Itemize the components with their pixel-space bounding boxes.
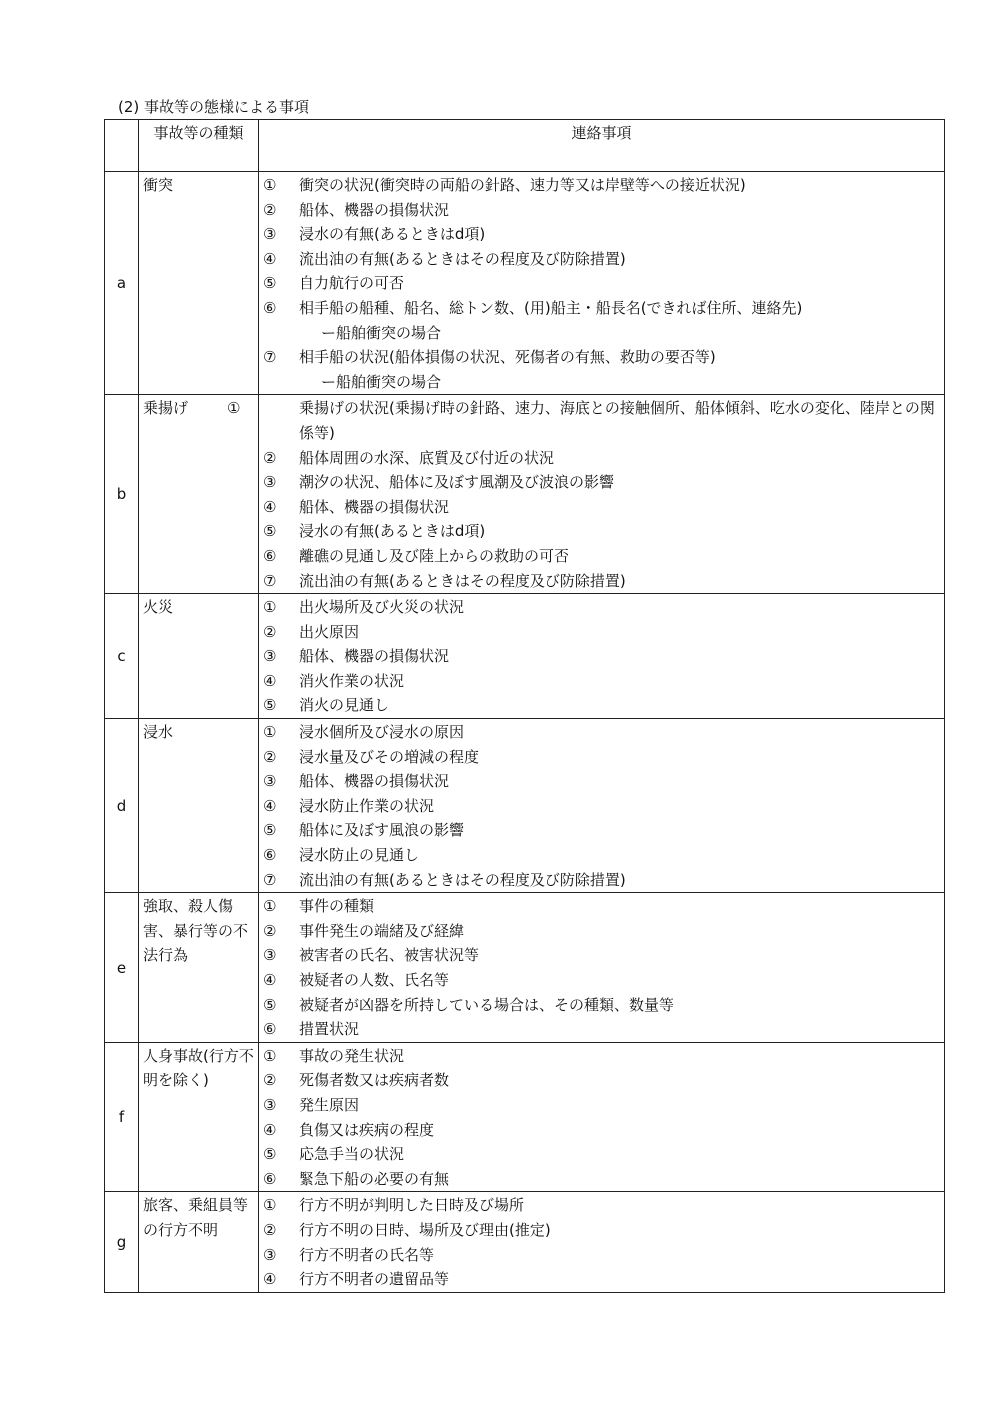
report-item [263, 470, 940, 495]
row-letter: c [105, 594, 139, 719]
item-text: 出火場所及び火災の状況 [299, 598, 465, 617]
item-text: 緊急下船の必要の有無 [299, 1169, 450, 1188]
report-items-cell [227, 395, 945, 594]
item-number: ② [263, 448, 277, 467]
item-number: ③ [263, 225, 277, 244]
table-header-row [105, 120, 945, 172]
item-text: 行方不明者の氏名等 [299, 1245, 435, 1264]
item-number: ② [263, 921, 277, 940]
header-type-cell: 事故等の種類 [139, 120, 259, 172]
item-number: ③ [263, 946, 277, 965]
item-text: 潮汐の状況、船体に及ぼす風潮及び波浪の影響 [299, 473, 615, 492]
report-item [263, 271, 940, 296]
row-letter: a [105, 172, 139, 395]
item-text: 行方不明者の遺留品等 [299, 1270, 450, 1289]
item-text: 応急手当の状況 [299, 1145, 405, 1164]
item-number: ② [263, 1071, 277, 1090]
report-item [263, 446, 940, 471]
report-item [263, 296, 940, 321]
report-item [263, 669, 940, 694]
item-text: 流出油の有無(あるときはその程度及び防除措置) [299, 571, 626, 590]
table-row [105, 172, 945, 395]
report-item [263, 569, 940, 594]
report-item [263, 843, 940, 868]
report-item [263, 720, 940, 745]
report-item [263, 644, 940, 669]
report-item [263, 1267, 940, 1292]
table-row [105, 1192, 945, 1292]
incident-type: 人身事故(行方不明を除く) [139, 1042, 259, 1192]
item-text: 行方不明の日時、場所及び理由(推定) [299, 1220, 551, 1239]
report-item [263, 247, 940, 272]
item-text: 浸水個所及び浸水の原因 [299, 723, 465, 742]
report-item [263, 345, 940, 370]
row-letter: d [105, 719, 139, 893]
report-items-cell [259, 893, 945, 1043]
incident-report-table [104, 119, 945, 1293]
item-note: ー船舶衝突の場合 [321, 323, 442, 342]
item-number: ⑤ [263, 1145, 277, 1164]
report-item [263, 993, 940, 1018]
item-number: ② [263, 747, 277, 766]
item-text: 離礁の見通し及び陸上からの救助の可否 [299, 546, 570, 565]
report-item [263, 794, 940, 819]
item-text: 船体、機器の損傷状況 [299, 200, 450, 219]
report-items-cell [259, 719, 945, 893]
item-text: 浸水の有無(あるときはd項) [299, 225, 486, 244]
report-item [263, 1167, 940, 1192]
item-text: 流出油の有無(あるときはその程度及び防除措置) [299, 870, 626, 889]
item-text: 乗揚げの状況(乗揚げ時の針路、速力、海底との接触個所、船体傾斜、吃水の変化、陸岸との関係等) [299, 399, 935, 442]
item-number: ① [263, 723, 277, 742]
item-text: 流出油の有無(あるときはその程度及び防除措置) [299, 249, 626, 268]
item-text: 船体、機器の損傷状況 [299, 772, 450, 791]
item-number: ④ [263, 1120, 277, 1139]
item-text: 船体に及ぼす風浪の影響 [299, 821, 465, 840]
item-number: ② [263, 1220, 277, 1239]
item-text: 事件の種類 [299, 897, 375, 916]
report-item [263, 620, 940, 645]
report-items-cell [259, 172, 945, 395]
header-items-cell: 連絡事項 [259, 120, 945, 172]
item-text: 措置状況 [299, 1020, 360, 1039]
report-items-cell [259, 594, 945, 719]
item-text: 被疑者の人数、氏名等 [299, 971, 450, 989]
item-number: ⑥ [263, 846, 277, 865]
item-number: ⑥ [263, 1169, 277, 1188]
incident-type: 旅客、乗組員等の行方不明 [139, 1192, 259, 1292]
report-item [263, 868, 940, 893]
report-item [263, 1118, 940, 1143]
item-number: ⑦ [263, 571, 277, 590]
incident-type: 火災 [139, 594, 259, 719]
report-item [263, 818, 940, 843]
report-item [263, 1193, 940, 1218]
item-number: ① [227, 399, 241, 418]
item-text: 消火作業の状況 [299, 671, 405, 690]
row-letter: b [105, 395, 139, 594]
incident-type: 浸水 [139, 719, 259, 893]
item-text: 事故の発生状況 [299, 1046, 405, 1065]
item-number: ⑤ [263, 522, 277, 541]
item-number: ③ [263, 473, 277, 492]
item-number: ② [263, 200, 277, 219]
item-text: 浸水防止の見通し [299, 846, 420, 865]
item-number: ① [263, 1046, 277, 1065]
item-number: ④ [263, 796, 277, 815]
table-row [105, 893, 945, 1043]
report-item [263, 919, 940, 944]
item-number: ③ [263, 1245, 277, 1264]
report-item [263, 745, 940, 770]
item-text: 被害者の氏名、被害状況等 [299, 946, 480, 965]
table-row [105, 395, 945, 594]
item-number: ⑥ [263, 298, 277, 317]
item-text: 相手船の状況(船体損傷の状況、死傷者の有無、救助の要否等) [299, 348, 716, 367]
row-letter: f [105, 1042, 139, 1192]
item-number: ③ [263, 647, 277, 666]
incident-type: 衝突 [139, 172, 259, 395]
section-title: (2) 事故等の態様による事項 [118, 98, 310, 116]
item-text: 浸水防止作業の状況 [299, 796, 435, 815]
item-number: ⑤ [263, 821, 277, 840]
report-item [263, 222, 940, 247]
item-number: ⑤ [263, 274, 277, 293]
item-number: ① [263, 1196, 277, 1215]
report-item [263, 519, 940, 544]
item-text: 浸水量及びその増減の程度 [299, 747, 480, 766]
row-letter: e [105, 893, 139, 1043]
report-items-cell [259, 1042, 945, 1192]
item-number: ② [263, 622, 277, 641]
report-item [227, 396, 940, 445]
table-row [105, 594, 945, 719]
incident-type: 乗揚げ [139, 395, 259, 594]
item-text: 行方不明が判明した日時及び場所 [299, 1196, 525, 1215]
item-text: 船体、機器の損傷状況 [299, 647, 450, 666]
item-number: ④ [263, 1270, 277, 1289]
report-item [263, 1017, 940, 1042]
item-number: ⑦ [263, 870, 277, 889]
item-number: ① [263, 598, 277, 617]
item-number: ① [263, 176, 277, 194]
item-number: ⑤ [263, 995, 277, 1014]
item-text: 自力航行の可否 [299, 274, 405, 293]
report-item [263, 1093, 940, 1118]
item-text: 負傷又は疾病の程度 [299, 1120, 435, 1139]
report-items-cell [259, 1192, 945, 1292]
item-text: 船体、機器の損傷状況 [299, 497, 450, 516]
report-item [263, 173, 940, 198]
report-item [263, 943, 940, 968]
item-number: ④ [263, 497, 277, 516]
report-item [263, 495, 940, 520]
incident-type: 強取、殺人傷害、暴行等の不法行為 [139, 893, 259, 1043]
item-text: 死傷者数又は疾病者数 [299, 1071, 450, 1090]
item-number: ④ [263, 971, 277, 989]
report-item [263, 1218, 940, 1243]
report-item [263, 769, 940, 794]
item-text: 事件発生の端緒及び経緯 [299, 921, 465, 940]
item-text: 船体周囲の水深、底質及び付近の状況 [299, 448, 555, 467]
report-item [263, 1243, 940, 1268]
item-text: 出火原因 [299, 622, 360, 641]
report-item [263, 198, 940, 223]
header-letter-cell [105, 120, 139, 172]
item-text: 発生原因 [299, 1095, 360, 1114]
item-number: ⑦ [263, 348, 277, 367]
report-item [263, 1068, 940, 1093]
report-item [263, 968, 940, 993]
item-number: ③ [263, 1095, 277, 1114]
item-number: ⑥ [263, 546, 277, 565]
item-number: ⑤ [263, 696, 277, 715]
table-row [105, 719, 945, 893]
item-text: 被疑者が凶器を所持している場合は、その種類、数量等 [299, 995, 675, 1014]
item-number: ③ [263, 772, 277, 791]
item-number: ④ [263, 249, 277, 268]
item-number: ⑥ [263, 1020, 277, 1039]
item-number: ④ [263, 671, 277, 690]
item-number: ① [263, 897, 277, 916]
item-note: ー船舶衝突の場合 [321, 372, 442, 391]
item-text: 浸水の有無(あるときはd項) [299, 522, 486, 541]
report-item [263, 595, 940, 620]
table-row [105, 1042, 945, 1192]
item-text: 消火の見通し [299, 696, 390, 715]
report-item [263, 544, 940, 569]
item-text: 衝突の状況(衝突時の両船の針路、速力等又は岸壁等への接近状況) [299, 176, 746, 194]
report-item [263, 1142, 940, 1167]
report-item [263, 894, 940, 919]
report-item [263, 693, 940, 718]
table-body [105, 120, 945, 1293]
item-text: 相手船の船種、船名、総トン数、(用)船主・船長名(できれば住所、連絡先) [299, 298, 803, 317]
row-letter: g [105, 1192, 139, 1292]
report-item [263, 1044, 940, 1069]
